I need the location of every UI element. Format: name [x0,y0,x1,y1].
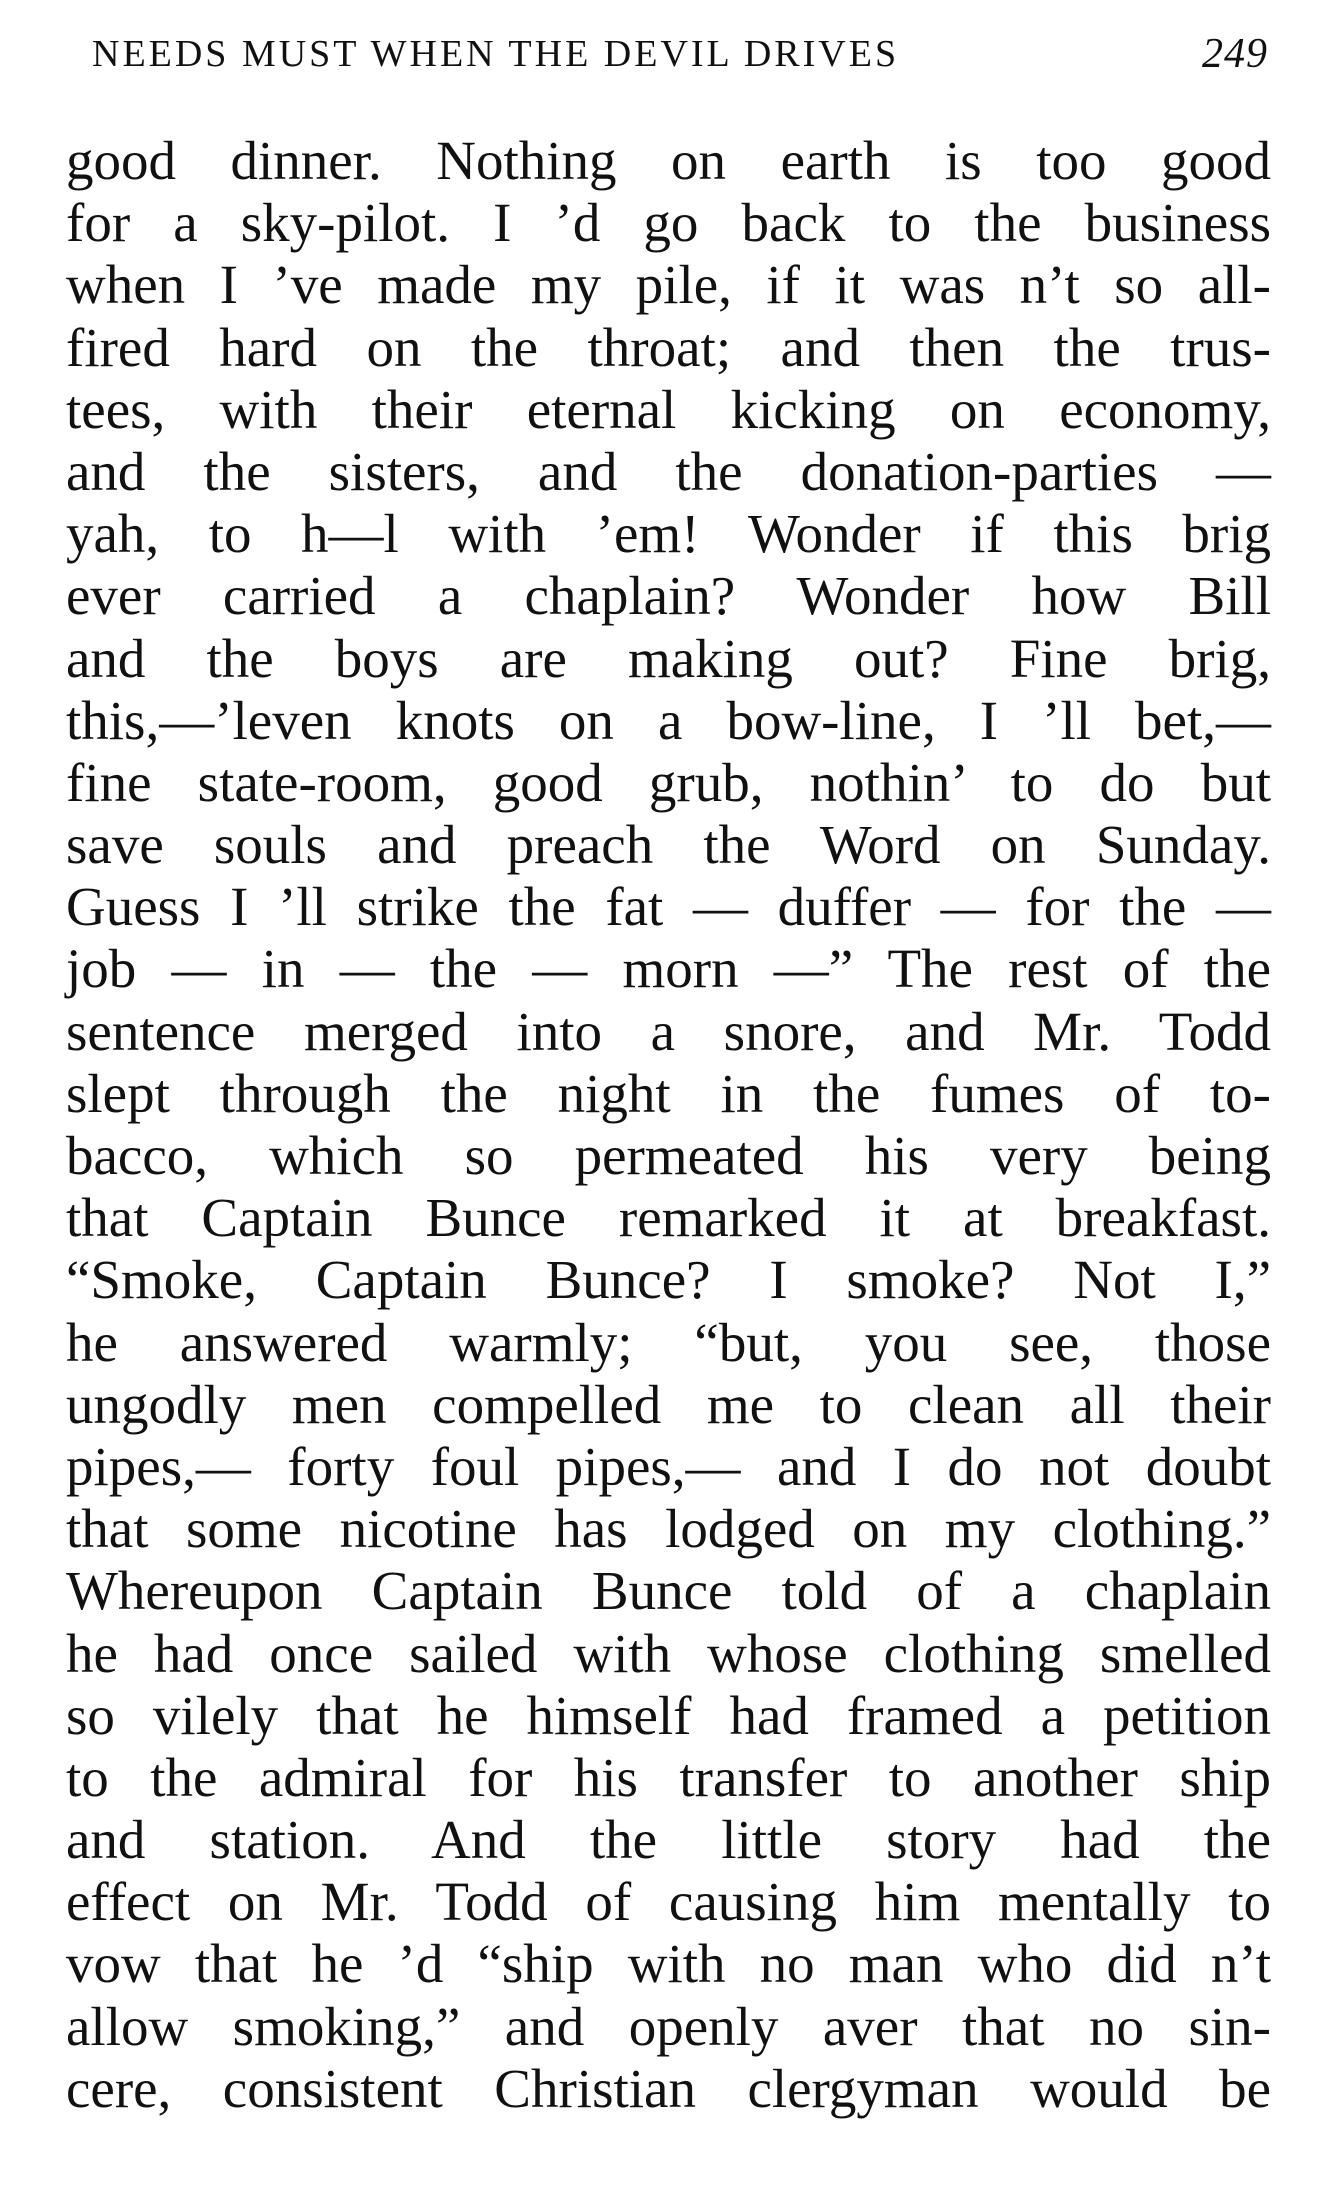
text-line: tees, with their eternal kicking on economy, [66,378,1271,440]
text-line: good dinner. Nothing on earth is too good [66,130,1271,191]
text-line: save souls and preach the Word on Sunday. [66,814,1271,876]
text-line: sentence merged into a snore, and Mr. Todd [66,1000,1271,1062]
text-line: ungodly men compelled me to clean all their [66,1373,1271,1435]
text-line: ever carried a chaplain? Wonder how Bill [66,565,1271,627]
running-head [92,24,1268,84]
text-line: for a sky-pilot. I ’d go back to the business [66,192,1271,254]
text-line: Whereupon Captain Bunce told of a chaplain [66,1560,1271,1622]
text-line: to the admiral for his transfer to another ship [66,1746,1271,1808]
text-line: cere, consistent Christian clergyman would be [66,2057,1271,2119]
text-line: when I ’ve made my pile, if it was n’t so all- [66,254,1271,316]
text-line: that some nicotine has lodged on my clothing.” [66,1498,1271,1560]
text-line: slept through the night in the fumes of to- [66,1062,1271,1124]
text-line: this,—’leven knots on a bow-line, I ’ll bet,— [66,689,1271,751]
text-line: and the sisters, and the donation-parties — [66,440,1271,502]
text-line: fine state-room, good grub, nothin’ to do but [66,751,1271,813]
text-line: vow that he ’d “ship with no man who did n’t [66,1933,1271,1995]
text-line: bacco, which so permeated his very being [66,1125,1271,1186]
text-line: pipes,— forty foul pipes,— and I do not doubt [66,1435,1271,1497]
text-line: that Captain Bunce remarked it at breakfast. [66,1187,1271,1249]
text-line: and station. And the little story had the [66,1809,1271,1871]
body-text [66,130,1271,2120]
text-line: so vilely that he himself had framed a petition [66,1684,1271,1746]
text-line: he answered warmly; “but, you see, those [66,1311,1271,1373]
running-title: NEEDS MUST WHEN THE DEVIL DRIVES [92,33,900,75]
text-line: job — in — the — morn —” The rest of the [66,938,1271,1000]
text-line: and the boys are making out? Fine brig, [66,627,1271,689]
text-line: yah, to h—l with ’em! Wonder if this brig [66,503,1271,565]
text-line: Guess I ’ll strike the fat — duffer — for the — [66,876,1271,938]
page-number: 249 [1202,31,1268,77]
text-line: fired hard on the throat; and then the trus- [66,316,1271,378]
text-line: effect on Mr. Todd of causing him mentally to [66,1871,1271,1933]
text-line: allow smoking,” and openly aver that no sin- [66,1995,1271,2057]
text-line: “Smoke, Captain Bunce? I smoke? Not I,” [66,1249,1271,1311]
text-line: he had once sailed with whose clothing smelled [66,1622,1271,1684]
